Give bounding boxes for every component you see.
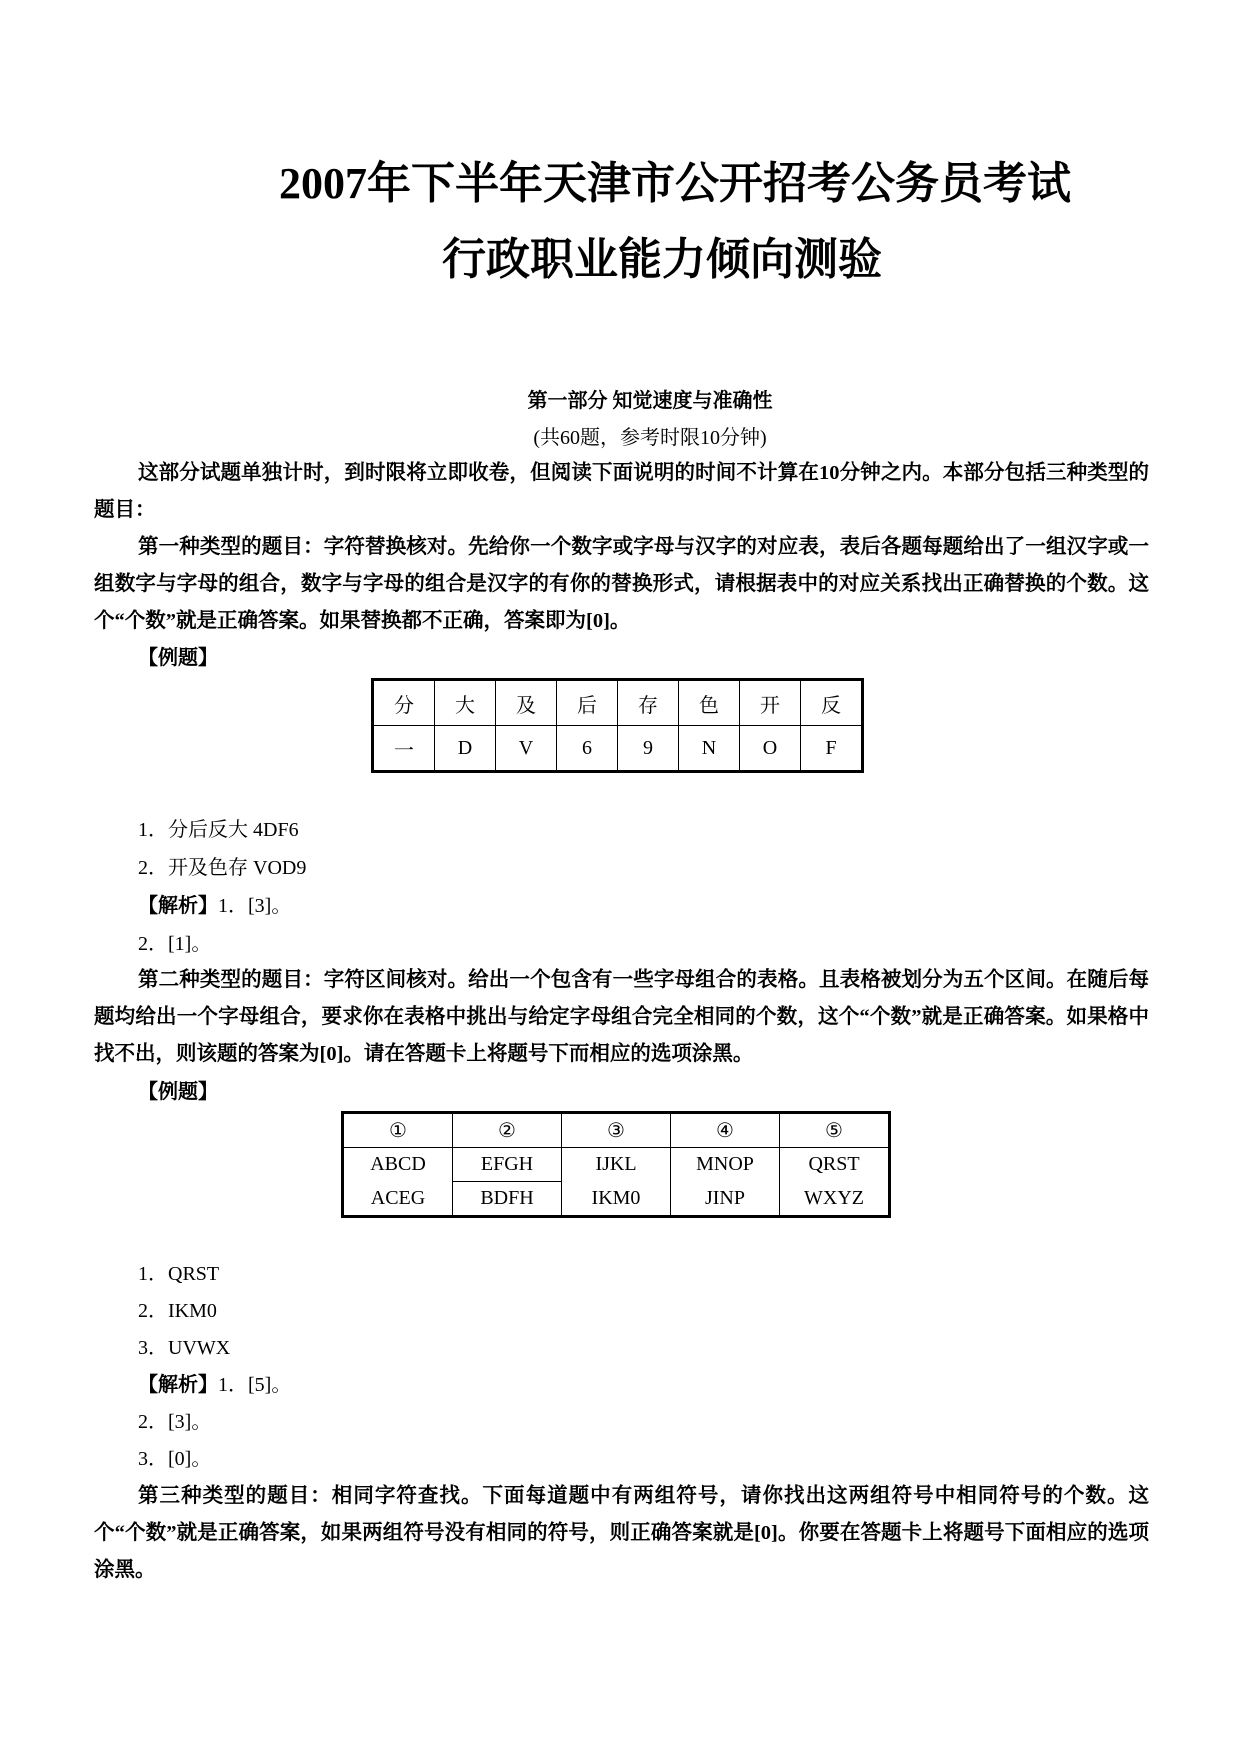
type3-description: 第三种类型的题目：相同字符查找。下面每道题中有两组符号，请你找出这两组符号中相同符号的个数。这个“个数”就是正确答案，如果两组符号没有相同的符号，则正确答案就是[0]。你要在答题卡上将题号下面相应的选项涂黑。: [94, 1485, 1149, 1581]
table-cell: WXYZ: [780, 1182, 890, 1217]
table-cell: ②: [453, 1113, 562, 1148]
table-cell: ④: [671, 1113, 780, 1148]
table-cell: MNOP: [671, 1148, 780, 1182]
table-cell: 存: [618, 680, 679, 726]
type2-question-1: 1．QRST: [138, 1263, 220, 1285]
table-cell: O: [740, 726, 801, 772]
table-cell: BDFH: [453, 1182, 562, 1217]
table-cell: N: [679, 726, 740, 772]
table-cell: 分: [373, 680, 435, 726]
part-title: 第一部分 知觉速度与准确性: [527, 390, 773, 412]
type1-example-label: 【例题】: [138, 647, 218, 669]
type2-example-label: 【例题】: [138, 1081, 218, 1103]
table-cell: 开: [740, 680, 801, 726]
document-title-line2: 行政职业能力倾向测验: [442, 235, 882, 284]
table-cell: 后: [557, 680, 618, 726]
analysis-text: 1．[3]。: [218, 895, 292, 917]
table-cell: V: [496, 726, 557, 772]
table-cell: EFGH: [453, 1148, 562, 1182]
type2-analysis-2: 2．[3]。: [138, 1411, 212, 1433]
table-row: [343, 1182, 890, 1217]
intro-paragraph: 这部分试题单独计时，到时限将立即收卷，但阅读下面说明的时间不计算在10分钟之内。本部分包括三种类型的题目：: [94, 462, 1149, 521]
table-row: [373, 726, 863, 772]
table-cell: ABCD: [343, 1148, 453, 1182]
table-cell: IKM0: [562, 1182, 671, 1217]
table-cell: IJKL: [562, 1148, 671, 1182]
table-cell: ③: [562, 1113, 671, 1148]
analysis-text: 1．[5]。: [218, 1374, 292, 1396]
table-cell: QRST: [780, 1148, 890, 1182]
type1-analysis-2: 2．[1]。: [138, 933, 212, 955]
table-cell: JINP: [671, 1182, 780, 1217]
table-cell: 色: [679, 680, 740, 726]
table-cell: ACEG: [343, 1182, 453, 1217]
table-cell: ①: [343, 1113, 453, 1148]
type1-mapping-table: [371, 678, 864, 773]
analysis-label: 【解析】: [138, 1374, 218, 1396]
table-cell: 9: [618, 726, 679, 772]
table-cell: ⑤: [780, 1113, 890, 1148]
table-cell: 大: [435, 680, 496, 726]
table-row: [373, 680, 863, 726]
table-row: [343, 1148, 890, 1182]
table-cell: 及: [496, 680, 557, 726]
table-cell: F: [801, 726, 863, 772]
type2-analysis-3: 3．[0]。: [138, 1448, 212, 1470]
table-cell: 一: [373, 726, 435, 772]
table-cell: D: [435, 726, 496, 772]
analysis-label: 【解析】: [138, 895, 218, 917]
table-row: [343, 1113, 890, 1148]
document-title-line1: 2007年下半年天津市公开招考公务员考试: [279, 159, 1071, 208]
table-cell: 反: [801, 680, 863, 726]
type1-question-1: 1．分后反大 4DF6: [138, 819, 299, 841]
type1-description: 第一种类型的题目：字符替换核对。先给你一个数字或字母与汉字的对应表，表后各题每题给出了一组汉字或一组数字与字母的组合，数字与字母的组合是汉字的有你的替换形式，请根据表中的对应关系找出正确替换的个数。这个“个数”就是正确答案。如果替换都不正确，答案即为[0]。: [94, 536, 1149, 632]
part-subtitle: (共60题，参考时限10分钟): [533, 427, 767, 449]
type2-analysis-1: [138, 1370, 291, 1400]
type1-analysis-1: [138, 891, 291, 921]
type2-question-2: 2．IKM0: [138, 1300, 217, 1322]
type1-question-2: 2．开及色存 VOD9: [138, 857, 307, 879]
type2-interval-table: [341, 1111, 891, 1218]
type2-question-3: 3．UVWX: [138, 1337, 231, 1359]
type2-description: 第二种类型的题目：字符区间核对。给出一个包含有一些字母组合的表格。且表格被划分为五个区间。在随后每题均给出一个字母组合，要求你在表格中挑出与给定字母组合完全相同的个数，这个“个数”就是正确答案。如果格中找不出，则该题的答案为[0]。请在答题卡上将题号下而相应的选项涂黑。: [94, 969, 1149, 1065]
table-cell: 6: [557, 726, 618, 772]
